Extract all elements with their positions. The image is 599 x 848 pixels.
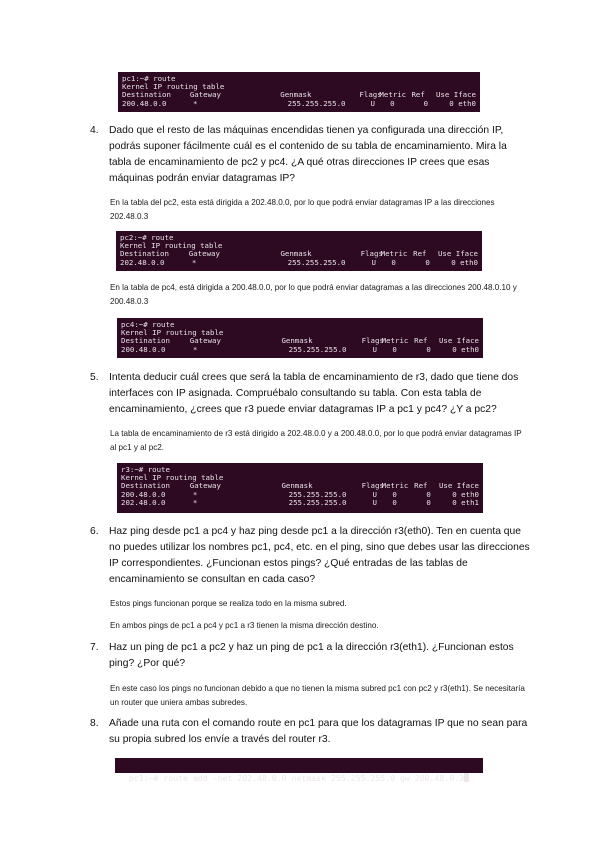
cell: 255.255.255.0 <box>288 489 347 499</box>
question-text: Haz ping desde pc1 a pc4 y haz ping desde pc1 a la dirección r3(eth0). Ten en cuenta que no puedes utilizar los nombres pc1, pc4, etc. en el ping, sino que debes usar las direcciones IP correspondientes. ¿Funcionan estos pings? ¿Qué entradas de las tablas de encaminamiento se consultan en cada caso? <box>109 526 530 585</box>
terminal-command-route-add <box>115 758 483 783</box>
cell: 0 <box>391 257 396 267</box>
cell: 0 <box>390 98 395 108</box>
col-metric: Metric <box>380 249 408 259</box>
col-destination: Destination <box>121 481 170 491</box>
cell: 255.255.255.0 <box>287 98 346 108</box>
cell: 0 <box>426 497 431 507</box>
col-genmask: Genmask <box>280 249 312 259</box>
terminal-title: Kernel IP routing table <box>121 328 224 338</box>
col-use-iface: Use Iface <box>438 481 479 491</box>
col-gateway: Gateway <box>189 90 221 100</box>
cell: 255.255.255.0 <box>288 344 347 354</box>
col-use-iface: Use Iface <box>437 249 478 259</box>
cell: U <box>372 489 377 499</box>
cell: 200.48.0.0 <box>121 489 166 499</box>
cell: 0 eth1 <box>452 497 479 507</box>
col-flags: Flags <box>361 481 384 491</box>
col-use-iface: Use Iface <box>435 90 476 100</box>
cell: 0 eth0 <box>451 257 478 267</box>
col-genmask: Genmask <box>280 90 312 100</box>
cell: * <box>192 489 198 499</box>
cell: 255.255.255.0 <box>287 257 346 267</box>
answer-6-1: Estos pings funcionan porque se realiza todo en la misma subred. <box>110 599 347 608</box>
cell: U <box>372 344 377 354</box>
cell: * <box>191 257 197 267</box>
cell: 0 eth0 <box>449 98 476 108</box>
question-text: Dado que el resto de las máquinas encendidas tienen ya configurada una dirección IP, podrás suponer fácilmente cuál es el contenido de su tabla de encaminamiento. Mira la tabla de encaminamiento de pc2 y pc4. ¿A qué otras direcciones IP crees que esas máquinas podrán enviar datagramas IP? <box>109 125 507 184</box>
col-gateway: Gateway <box>189 481 221 491</box>
answer-7: En este caso los pings no funcionan debido a que no tienen la misma subred pc1 con pc2 y r3(eth1). Se necesitaría un router que uniera ambas subredes. <box>110 684 525 707</box>
table-row <box>121 346 479 354</box>
terminal-prompt: pc1:~# route <box>122 74 176 83</box>
cell: * <box>192 497 198 507</box>
table-row <box>120 259 478 267</box>
col-gateway: Gateway <box>188 249 220 259</box>
col-flags: Flags <box>359 90 382 100</box>
cell: 0 <box>425 257 430 267</box>
terminal-title: Kernel IP routing table <box>120 241 223 251</box>
col-ref: Ref <box>413 249 427 259</box>
question-4 <box>90 123 530 187</box>
cell: 200.48.0.0 <box>122 98 167 108</box>
answer-5: La tabla de encaminamiento de r3 está dirigido a 202.48.0.0 y a 200.48.0.0, por lo que podrá enviar datagramas IP al pc1 y al pc2. <box>110 429 522 452</box>
cell: * <box>192 98 198 108</box>
cursor-icon <box>464 773 469 782</box>
col-genmask: Genmask <box>281 336 313 346</box>
cell: 255.255.255.0 <box>288 497 347 507</box>
terminal-title: Kernel IP routing table <box>121 473 224 483</box>
col-flags: Flags <box>360 249 383 259</box>
question-7 <box>90 640 530 672</box>
col-metric: Metric <box>381 481 409 491</box>
col-genmask: Genmask <box>281 481 313 491</box>
cell: 0 <box>392 497 397 507</box>
terminal-route-pc1 <box>118 72 480 112</box>
cell: * <box>192 344 198 354</box>
command-text: pc1:~# route add -net 202.48.0.0 netmask 255.255.255.0 gw 200.48.0.3 <box>128 773 465 783</box>
col-flags: Flags <box>361 336 384 346</box>
question-number: 7. <box>90 642 99 653</box>
cell: 0 eth0 <box>452 489 479 499</box>
cell: 200.48.0.0 <box>121 344 166 354</box>
question-8 <box>90 716 530 748</box>
col-destination: Destination <box>122 90 171 100</box>
cell: 0 <box>423 98 429 108</box>
cell: 0 <box>426 489 431 499</box>
terminal-route-pc2 <box>116 231 482 271</box>
col-gateway: Gateway <box>189 336 221 346</box>
question-number: 6. <box>90 526 99 537</box>
cell: 0 <box>426 344 431 354</box>
terminal-prompt: pc2:~# route <box>120 233 174 242</box>
terminal-title: Kernel IP routing table <box>122 82 225 92</box>
col-metric: Metric <box>381 336 409 346</box>
question-text: Añade una ruta con el comando route en pc1 para que los datagramas IP que no sean para su propia subred los envíe a través del router r3. <box>109 718 528 745</box>
cell: U <box>371 257 376 267</box>
cell: 202.48.0.0 <box>120 257 165 267</box>
answer-4-pc4: En la tabla de pc4, está dirigida a 200.48.0.0, por lo que podrá enviar datagramas a las direcciones 200.48.0.10 y 200.48.0.3 <box>110 283 517 306</box>
col-use-iface: Use Iface <box>438 336 479 346</box>
table-row <box>121 499 479 507</box>
question-text: Intenta deducir cuál crees que será la tabla de encaminamiento de r3, dado que tiene dos interfaces con IP asignada. Compruébalo consultando su tabla. Con esta tabla de encaminamiento, ¿crees que r3 puede enviar datagramas IP a pc1 y pc4? ¿Y a pc2? <box>109 372 519 415</box>
terminal-prompt: r3:~# route <box>121 465 170 474</box>
col-ref: Ref <box>414 481 428 491</box>
cell: 0 <box>392 489 397 499</box>
table-row <box>122 100 476 108</box>
question-5 <box>90 370 530 418</box>
col-metric: Metric <box>379 90 407 100</box>
cell: 0 eth0 <box>452 344 479 354</box>
cell: 0 <box>392 344 397 354</box>
terminal-route-r3 <box>117 463 483 513</box>
cell: U <box>372 497 377 507</box>
cell: U <box>370 98 375 108</box>
answer-4-pc2: En la tabla del pc2, esta está dirigida a 202.48.0.0, por lo que podrá enviar datagramas IP a las direcciones 202.48.0.3 <box>110 198 495 221</box>
question-number: 8. <box>90 718 99 729</box>
question-number: 5. <box>90 372 99 383</box>
question-number: 4. <box>90 125 99 136</box>
question-text: Haz un ping de pc1 a pc2 y haz un ping de pc1 a la dirección r3(eth1). ¿Funcionan estos ping? ¿Por qué? <box>109 642 514 669</box>
col-destination: Destination <box>120 249 169 259</box>
cell: 202.48.0.0 <box>121 497 166 507</box>
question-6 <box>90 524 530 588</box>
terminal-route-pc4 <box>117 318 483 358</box>
answer-6-2: En ambos pings de pc1 a pc4 y pc1 a r3 tienen la misma dirección destino. <box>110 621 379 630</box>
col-ref: Ref <box>411 90 425 100</box>
col-destination: Destination <box>121 336 170 346</box>
col-ref: Ref <box>414 336 428 346</box>
terminal-prompt: pc4:~# route <box>121 320 175 329</box>
